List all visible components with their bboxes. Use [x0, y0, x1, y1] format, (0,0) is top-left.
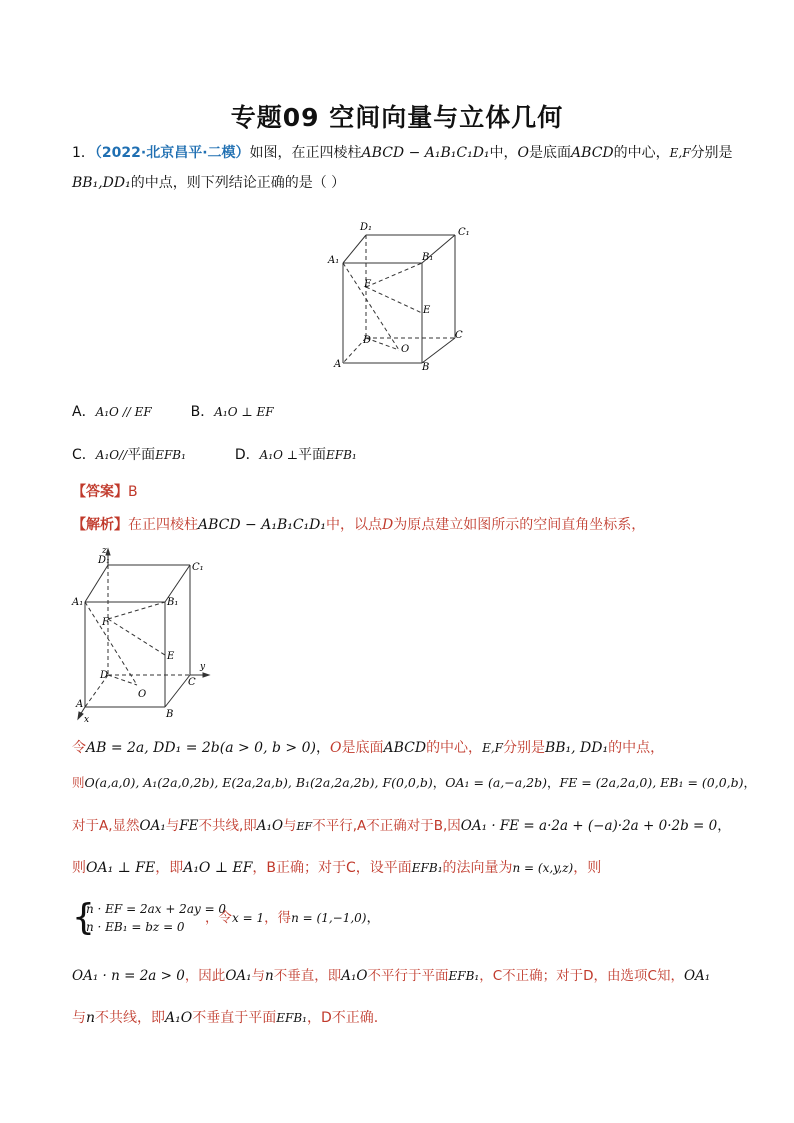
label-c1: C₁ — [192, 562, 204, 573]
math-plane-efb1: EFB₁ — [448, 969, 480, 983]
axis-z-label: z — [102, 546, 107, 556]
analysis-text: 则 — [72, 860, 86, 876]
math-vector-oa1: OA₁ — [139, 818, 166, 834]
label-e: E — [423, 305, 431, 316]
label-c: C — [188, 677, 196, 688]
label-a: A — [334, 359, 342, 370]
math-a1o: A₁O — [256, 818, 284, 834]
analysis-text: 不共线，即 — [95, 1010, 166, 1026]
label-f: F — [102, 617, 109, 628]
option-c-label: C． — [72, 447, 96, 463]
math-ef: E,F — [482, 741, 503, 755]
math-ef: E,F — [669, 146, 691, 160]
label-o: O — [401, 344, 410, 355]
math-a1o: A₁O — [165, 1010, 193, 1026]
analysis-text: 不平行,A不正确 — [312, 818, 407, 834]
analysis-text: 不垂直于平面 — [192, 1010, 277, 1026]
label-b1: B₁ — [422, 252, 434, 263]
analysis-text: 与 — [72, 1010, 86, 1026]
math-abcd: ABCD — [571, 145, 614, 161]
option-b-math: A₁O ⊥ EF — [214, 405, 274, 419]
answer-value: B — [128, 484, 138, 500]
page-title: 专题09 空间向量与立体几何 — [230, 103, 564, 132]
label-d: D — [100, 670, 109, 681]
label-c1: C₁ — [458, 227, 470, 238]
math-plane-efb1: EFB₁ — [276, 1011, 307, 1025]
analysis-text: ， — [432, 775, 446, 790]
figure-coordinate-prism — [70, 545, 215, 725]
math-n: n — [86, 1010, 96, 1026]
option-row-2 — [72, 445, 357, 465]
analysis-text: 则 — [72, 775, 85, 790]
analysis-text: 的中心， — [426, 740, 483, 756]
option-c-plane: EFB₁ — [155, 448, 186, 462]
analysis-text: ，因此 — [184, 968, 226, 984]
question-line-2 — [72, 173, 345, 193]
math-vector-oa1: OA₁ — [683, 968, 711, 984]
math-a1o-perp-ef: A₁O ⊥ EF — [183, 860, 253, 876]
analysis-text: 与 — [283, 818, 297, 834]
label-d: D — [363, 335, 372, 346]
axis-x-label: x — [84, 715, 90, 725]
label-f: F — [364, 279, 371, 290]
math-o: O — [517, 145, 530, 161]
analysis-text: 的中点， — [608, 740, 665, 756]
math-ef: EF — [296, 820, 313, 833]
analysis-text: 对于B,因 — [406, 818, 461, 834]
analysis-text: 不平行于平面 — [367, 968, 449, 984]
analysis-text: 不共线,即 — [198, 818, 257, 834]
analysis-text: 在正四棱柱 — [128, 517, 198, 533]
math-bb-dd: BB₁, DD₁ — [544, 740, 609, 756]
question-text: 的中点，则下列结论正确的是（ ） — [130, 175, 346, 191]
analysis-text: 中，以点 — [326, 517, 383, 533]
analysis-text: ， — [743, 775, 757, 790]
label-a1: A₁ — [328, 255, 340, 266]
option-c-math: A₁O// — [95, 448, 128, 462]
option-d-label: D． — [234, 447, 260, 463]
analysis-text: ，D不正确. — [306, 1010, 379, 1026]
math-n: n — [265, 968, 274, 984]
analysis-text: ，即 — [155, 860, 184, 876]
option-d-math: A₁O ⊥ — [259, 448, 299, 462]
label-a1: A₁ — [72, 597, 84, 608]
analysis-text: ，得 — [264, 910, 292, 926]
math-x-equals-1: x = 1 — [232, 911, 265, 925]
math-prism: ABCD − A₁B₁C₁D₁ — [361, 145, 490, 161]
analysis-line-3 — [72, 773, 756, 793]
equation-2: n · EB₁ = bz = 0 — [86, 920, 185, 934]
math-oa1-perp-fe: OA₁ ⊥ FE — [86, 860, 156, 876]
math-dot-product: OA₁ · FE = a·2a + (−a)·2a + 0·2b = 0 — [460, 818, 718, 834]
question-text: 的中心， — [613, 145, 670, 161]
analysis-text: 不垂直，即 — [273, 968, 342, 984]
analysis-line-5 — [72, 858, 601, 878]
math-d: D — [382, 517, 394, 533]
option-a-math: A₁O // EF — [95, 405, 152, 419]
system-brace: { — [72, 897, 95, 938]
analysis-text: ，则 — [573, 860, 602, 876]
equation-1: n · EF = 2ax + 2ay = 0 — [86, 902, 227, 916]
question-text: 中， — [489, 145, 518, 161]
math-bb-dd: BB₁,DD₁ — [72, 175, 131, 191]
math-coordinates: O(a,a,0), A₁(2a,0,2b), E(2a,2a,b), B₁(2a,2a,2b), F(0,0,b) — [84, 775, 433, 790]
question-line-1 — [72, 143, 733, 163]
label-b: B — [422, 362, 430, 373]
label-d1: D₁ — [98, 555, 111, 566]
analysis-line-7 — [72, 966, 710, 986]
analysis-text: 与 — [165, 818, 180, 834]
label-c: C — [455, 330, 463, 341]
question-number: 1． — [72, 145, 95, 161]
math-prism: ABCD − A₁B₁C₁D₁ — [198, 517, 327, 533]
math-plane-efb1: EFB₁ — [411, 861, 443, 875]
math-normal-result: n = (1,−1,0) — [291, 911, 367, 925]
analysis-text: ， — [366, 910, 380, 926]
math-vectors-fe-eb1: FE = (2a,2a,0), EB₁ = (0,0,b) — [559, 775, 744, 790]
math-ab-dd: AB = 2a, DD₁ = 2b(a > 0, b > 0) — [86, 740, 316, 756]
option-b-label: B． — [190, 404, 215, 420]
math-a1o: A₁O — [341, 968, 368, 984]
analysis-line-1 — [72, 515, 645, 535]
analysis-text: ， — [717, 818, 731, 834]
analysis-text: 为原点建立如图所示的空间直角坐标系， — [393, 517, 646, 533]
analysis-line-8 — [72, 1008, 378, 1028]
analysis-text: 是底面 — [341, 740, 384, 756]
math-abcd: ABCD — [383, 740, 427, 756]
option-a-label: A． — [72, 404, 96, 420]
analysis-text: 与 — [251, 968, 266, 984]
analysis-text: ，B正确；对于C，设平面 — [252, 860, 412, 876]
analysis-tag: 【解析】 — [72, 517, 128, 533]
math-normal-vector: n = (x,y,z) — [512, 861, 574, 875]
question-text: 如图，在正四棱柱 — [249, 145, 362, 161]
label-b: B — [166, 709, 174, 720]
option-row-1 — [72, 402, 274, 422]
option-d-plane: EFB₁ — [326, 448, 357, 462]
question-source: （2022·北京昌平·二模） — [94, 145, 250, 161]
analysis-text: ， — [547, 775, 560, 790]
equation-system-tail — [205, 908, 380, 928]
analysis-line-2 — [72, 738, 664, 758]
analysis-text: 分别是 — [502, 740, 545, 756]
math-vector-oa1: OA₁ — [225, 968, 252, 984]
math-vector-oa1: OA₁ = (a,−a,2b) — [445, 775, 548, 790]
analysis-text: ，令 — [205, 910, 232, 926]
analysis-text: ， — [315, 740, 330, 756]
label-d1: D₁ — [360, 222, 373, 233]
label-b1: B₁ — [167, 597, 179, 608]
axis-y-label: y — [200, 662, 206, 672]
answer-line — [72, 482, 138, 502]
math-vector-fe: FE — [179, 818, 199, 834]
math-o: O — [329, 740, 342, 756]
label-e: E — [167, 651, 175, 662]
analysis-text: 令 — [72, 740, 86, 756]
analysis-line-4 — [72, 816, 731, 837]
math-oa1-dot-n: OA₁ · n = 2a > 0 — [72, 968, 185, 984]
analysis-text: 对于A,显然 — [72, 818, 140, 834]
label-o: O — [138, 689, 147, 700]
label-a: A — [76, 699, 84, 710]
option-d-text: 平面 — [298, 447, 327, 463]
answer-tag: 【答案】 — [72, 484, 128, 500]
figure-prism — [320, 215, 480, 375]
analysis-text: 的法向量为 — [442, 860, 513, 876]
question-text: 分别是 — [690, 145, 733, 161]
question-text: 是底面 — [529, 145, 572, 161]
analysis-text: ，C不正确；对于D，由选项C知， — [479, 968, 684, 984]
option-c-text: 平面 — [127, 447, 156, 463]
